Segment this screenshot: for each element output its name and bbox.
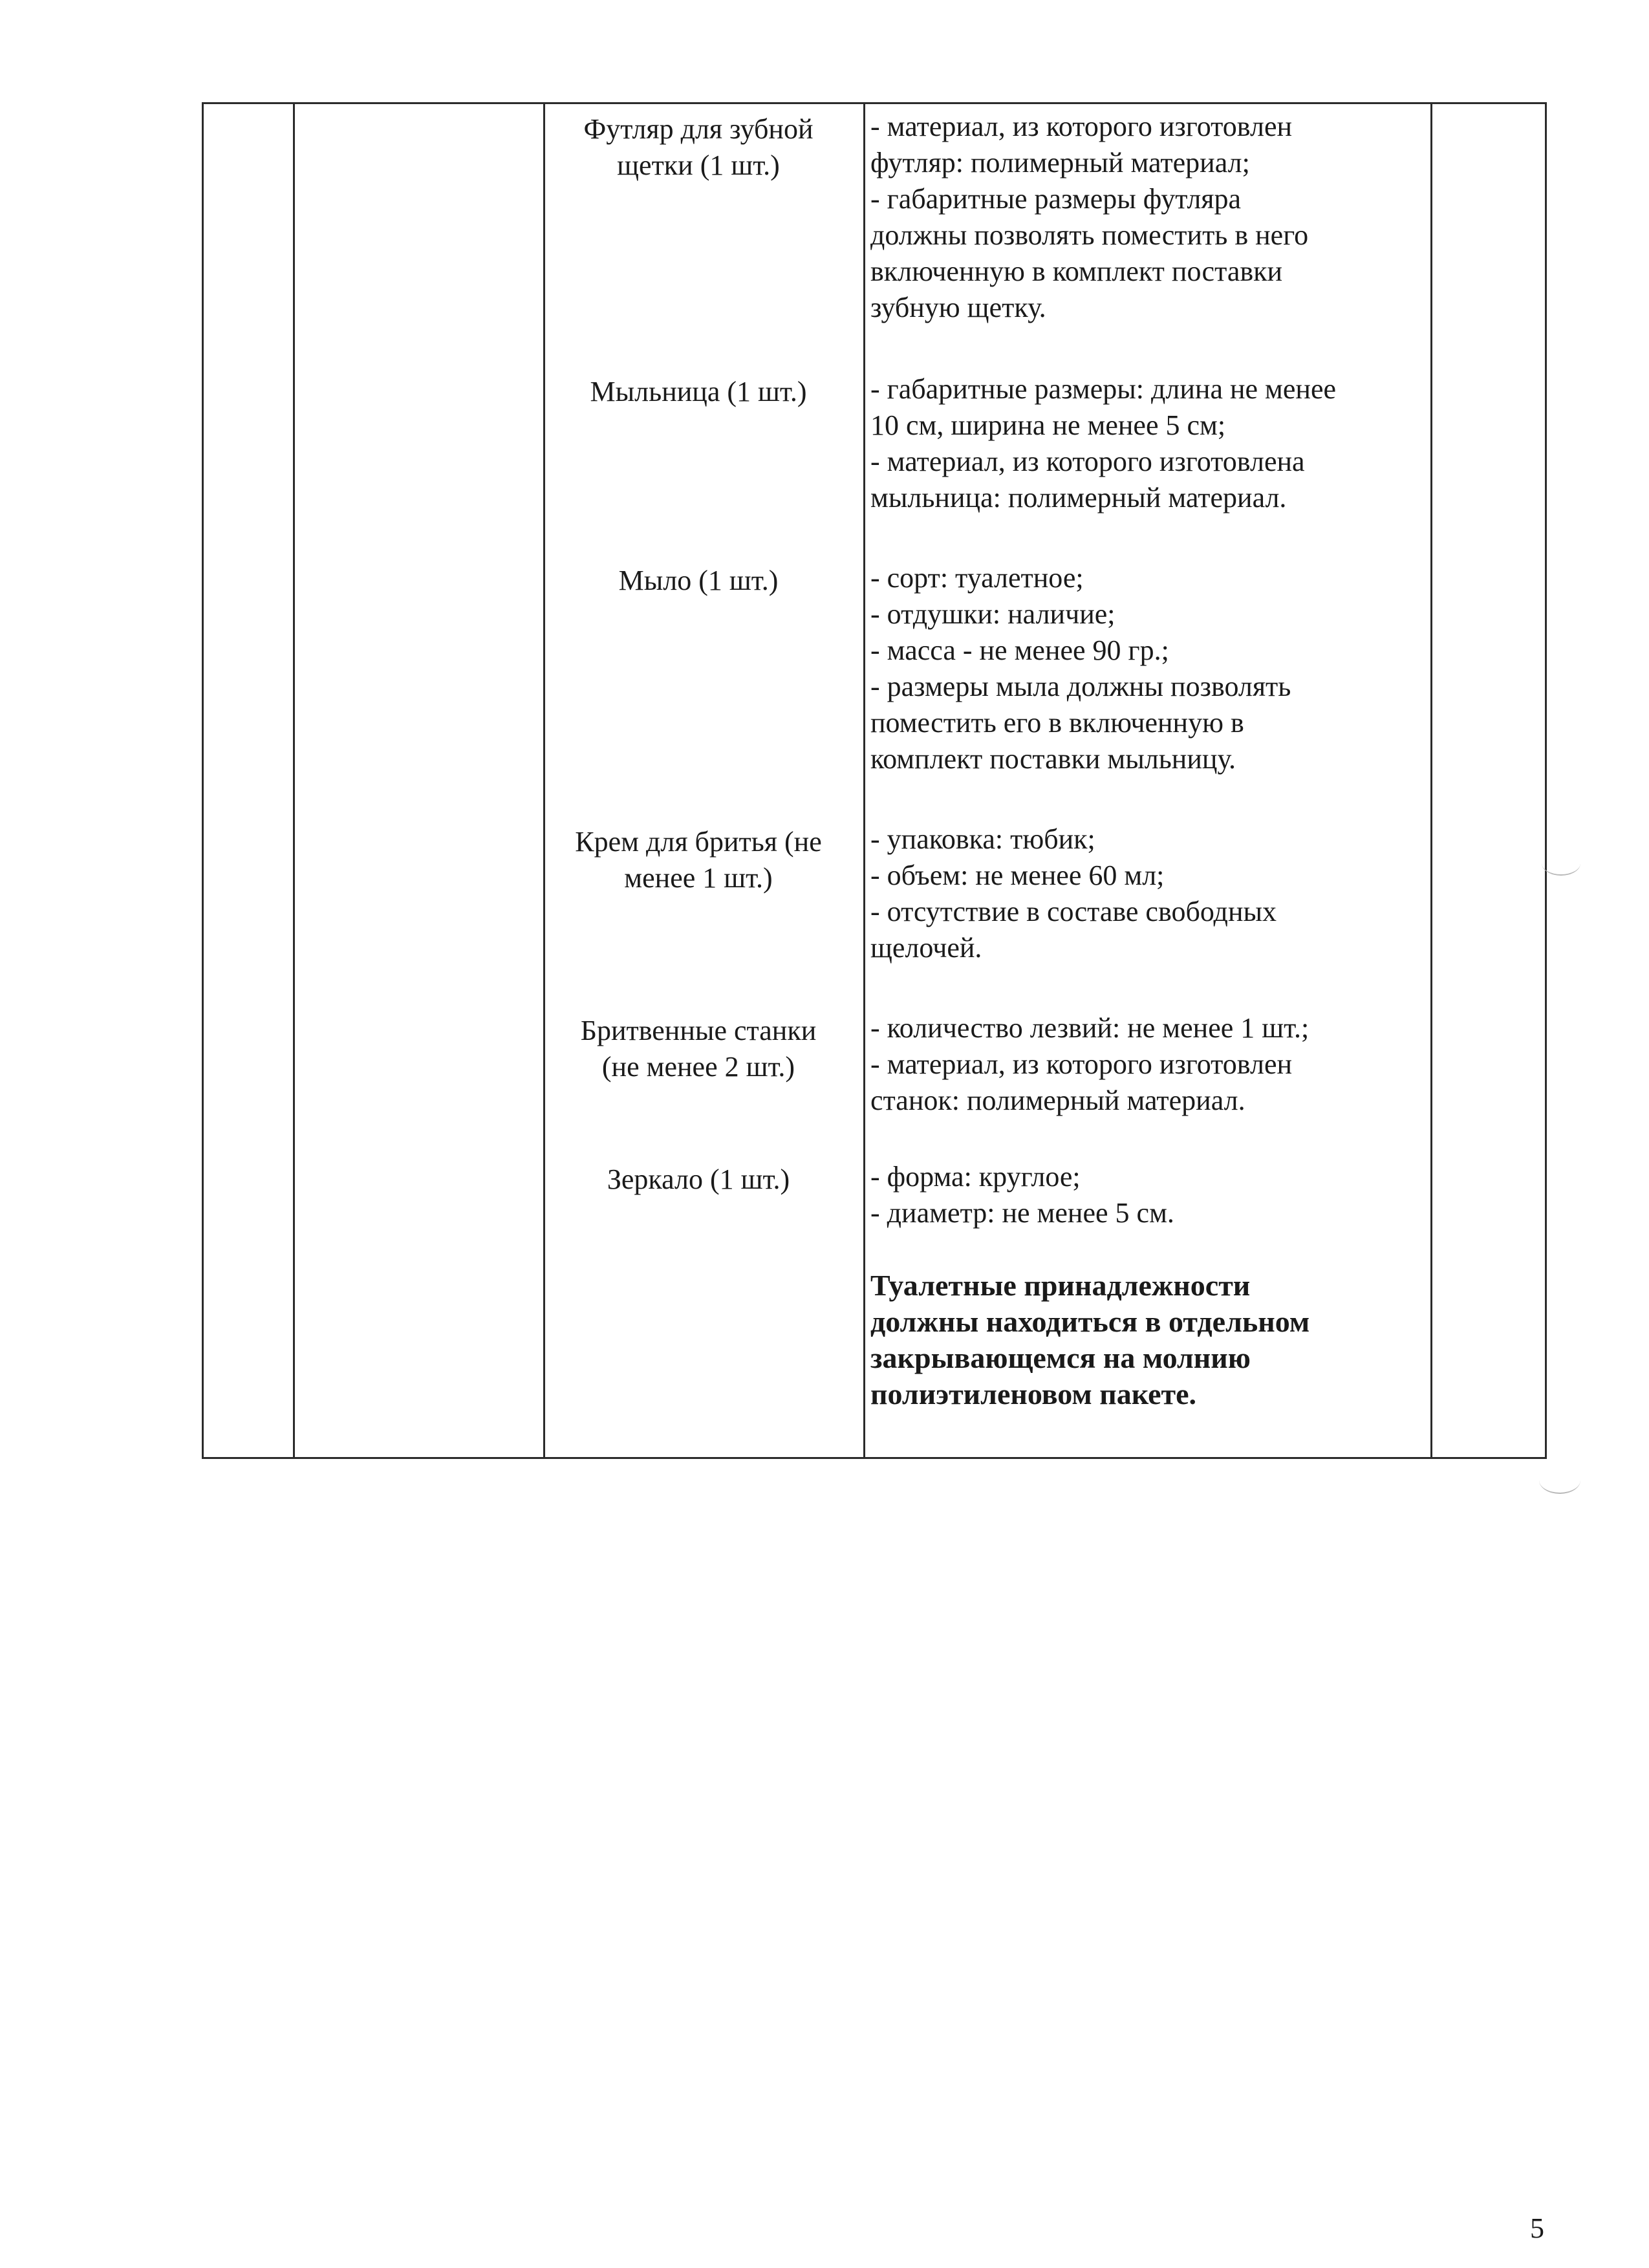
item-name-line: Бритвенные станки <box>580 1015 817 1046</box>
requirement-line: 10 см, ширина не менее 5 см; <box>870 409 1226 441</box>
requirement-line: должны позволять поместить в него <box>870 219 1309 251</box>
table-cell-notes <box>1432 103 1546 1458</box>
requirement-line: щелочей. <box>870 932 982 964</box>
item-name-line: Зеркало (1 шт.) <box>607 1163 790 1195</box>
item-requirements-soap-dish <box>870 371 1427 516</box>
requirement-line: - материал, из которого изготовлена <box>870 446 1305 477</box>
item-name-line: щетки (1 шт.) <box>617 149 780 181</box>
item-name-line: Мыльница (1 шт.) <box>590 376 807 407</box>
table-cell-category <box>294 103 544 1458</box>
item-name-mirror <box>542 1161 855 1198</box>
requirement-line: зубную щетку. <box>870 292 1046 323</box>
note-line: Туалетные принадлежности <box>870 1269 1251 1302</box>
item-name-line: Футляр для зубной <box>583 113 814 145</box>
requirement-line: - упаковка: тюбик; <box>870 823 1095 855</box>
requirement-line: - габаритные размеры: длина не менее <box>870 373 1337 405</box>
item-requirements-soap <box>870 560 1427 777</box>
requirement-line: - объем: не менее 60 мл; <box>870 859 1165 891</box>
item-name-toothbrush-case <box>542 111 855 184</box>
item-name-soap <box>542 563 855 599</box>
item-name-shaving-cream <box>542 824 855 896</box>
requirement-line: футляр: полимерный материал; <box>870 147 1250 178</box>
requirement-line: - масса - не менее 90 гр.; <box>870 634 1169 666</box>
page-number: 5 <box>1530 2212 1544 2244</box>
note-line: закрывающемся на молнию <box>870 1341 1251 1374</box>
requirement-line: комплект поставки мыльницу. <box>870 743 1236 775</box>
item-name-razors <box>542 1013 855 1085</box>
item-requirements-mirror <box>870 1159 1427 1231</box>
packaging-note <box>870 1268 1427 1412</box>
item-name-line: (не менее 2 шт.) <box>601 1051 795 1083</box>
item-name-soap-dish <box>542 374 855 410</box>
scan-artifact <box>1542 851 1580 876</box>
item-requirements-shaving-cream <box>870 821 1427 966</box>
requirement-line: - сорт: туалетное; <box>870 562 1084 594</box>
requirement-line: - размеры мыла должны позволять <box>870 671 1291 702</box>
note-line: полиэтиленовом пакете. <box>870 1377 1197 1410</box>
requirement-line: мыльница: полимерный материал. <box>870 482 1287 513</box>
table-cell-number <box>203 103 294 1458</box>
requirement-line: включенную в комплект поставки <box>870 255 1283 287</box>
requirement-line: - габаритные размеры футляра <box>870 183 1242 215</box>
requirement-line: - количество лезвий: не менее 1 шт.; <box>870 1012 1310 1044</box>
item-requirements-razors <box>870 1010 1427 1119</box>
requirement-line: станок: полимерный материал. <box>870 1085 1245 1116</box>
requirement-line: поместить его в включенную в <box>870 707 1244 739</box>
requirement-line: - отдушки: наличие; <box>870 598 1116 630</box>
table-cell-item-names <box>544 103 865 1458</box>
requirement-line: - диаметр: не менее 5 см. <box>870 1197 1174 1229</box>
item-name-line: Мыло (1 шт.) <box>618 565 779 596</box>
note-line: должны находиться в отдельном <box>870 1305 1310 1338</box>
requirement-line: - форма: круглое; <box>870 1161 1081 1193</box>
item-name-line: Крем для бритья (не <box>575 826 822 858</box>
requirement-line: - отсутствие в составе свободных <box>870 896 1277 927</box>
requirement-line: - материал, из которого изготовлен <box>870 111 1293 142</box>
item-requirements-toothbrush-case <box>870 109 1427 326</box>
scan-artifact <box>1539 1467 1580 1494</box>
requirement-line: - материал, из которого изготовлен <box>870 1048 1293 1080</box>
item-name-line: менее 1 шт.) <box>624 862 773 894</box>
